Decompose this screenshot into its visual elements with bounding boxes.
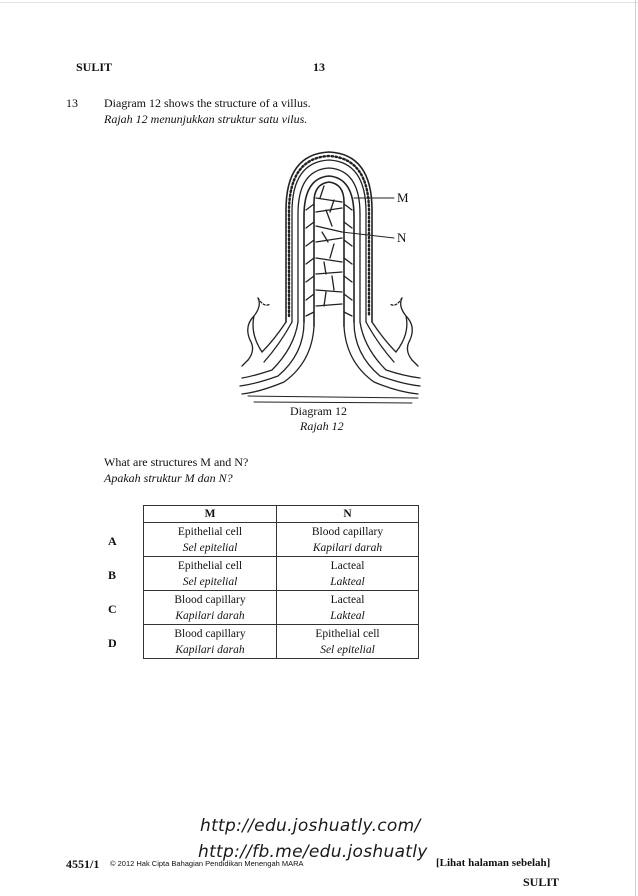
option-row-c [144, 591, 419, 625]
option-b-m [144, 557, 277, 591]
option-letter-b[interactable]: B [108, 568, 117, 582]
question-text-ms: Rajah 12 menunjukkan struktur satu vilus. [104, 112, 308, 126]
options-header-row [144, 506, 419, 523]
watermark-link-facebook[interactable]: http://fb.me/edu.joshuatly [198, 842, 428, 862]
page-top-edge [0, 2, 638, 3]
option-letter-c[interactable]: C [108, 602, 117, 616]
page-right-edge [635, 0, 636, 896]
option-a-m-ms: Sel epitelial [182, 541, 238, 554]
option-b-m-ms: Sel epitelial [182, 575, 238, 588]
page-number: 13 [313, 60, 325, 74]
header-sulit: SULIT [76, 60, 113, 74]
option-c-m-ms: Kapilari darah [175, 609, 245, 622]
option-c-n [277, 591, 419, 625]
option-row-d [144, 625, 419, 659]
option-d-m [144, 625, 277, 659]
option-c-m-en: Blood capillary [174, 593, 246, 606]
footer-sulit: SULIT [523, 875, 560, 889]
option-a-m [144, 523, 277, 557]
column-header-m: M [144, 506, 277, 523]
option-row-a [144, 523, 419, 557]
option-b-n-en: Lacteal [330, 559, 365, 572]
option-a-n [277, 523, 419, 557]
option-a-n-ms: Kapilari darah [312, 541, 383, 554]
option-d-n [277, 625, 419, 659]
column-header-n: N [277, 506, 419, 523]
options-table [143, 505, 419, 659]
footer-paper-code: 4551/1 [66, 857, 100, 871]
prompt-text-en: What are structures M and N? [104, 455, 249, 469]
watermark-link-site[interactable]: http://edu.joshuatly.com/ [200, 816, 421, 836]
diagram-caption-ms: Rajah 12 [300, 419, 344, 433]
option-d-n-ms: Sel epitelial [320, 643, 375, 656]
label-n: N [397, 230, 407, 245]
option-letter-a[interactable]: A [108, 534, 117, 548]
footer-next-page: [Lihat halaman sebelah] [436, 857, 551, 869]
footer-copyright: © 2012 Hak Cipta Bahagian Pendidikan Menengah MARA [110, 859, 304, 868]
option-a-n-en: Blood capillary [311, 525, 384, 538]
question-number: 13 [66, 96, 78, 110]
option-b-m-en: Epithelial cell [177, 559, 243, 572]
option-c-n-ms: Lakteal [330, 609, 365, 622]
option-b-n-ms: Lakteal [330, 575, 365, 588]
question-text-en: Diagram 12 shows the structure of a villus. [104, 96, 311, 110]
villus-diagram [234, 140, 434, 404]
option-a-m-en: Epithelial cell [177, 525, 243, 538]
option-row-b [144, 557, 419, 591]
option-d-m-ms: Kapilari darah [175, 643, 245, 656]
option-d-n-en: Epithelial cell [315, 627, 380, 640]
option-c-n-en: Lacteal [330, 593, 365, 606]
label-m: M [397, 190, 409, 205]
option-c-m [144, 591, 277, 625]
option-b-n [277, 557, 419, 591]
option-letter-d[interactable]: D [108, 636, 117, 650]
diagram-caption-en: Diagram 12 [290, 404, 347, 418]
prompt-text-ms: Apakah struktur M dan N? [104, 471, 233, 485]
option-d-m-en: Blood capillary [174, 627, 246, 640]
